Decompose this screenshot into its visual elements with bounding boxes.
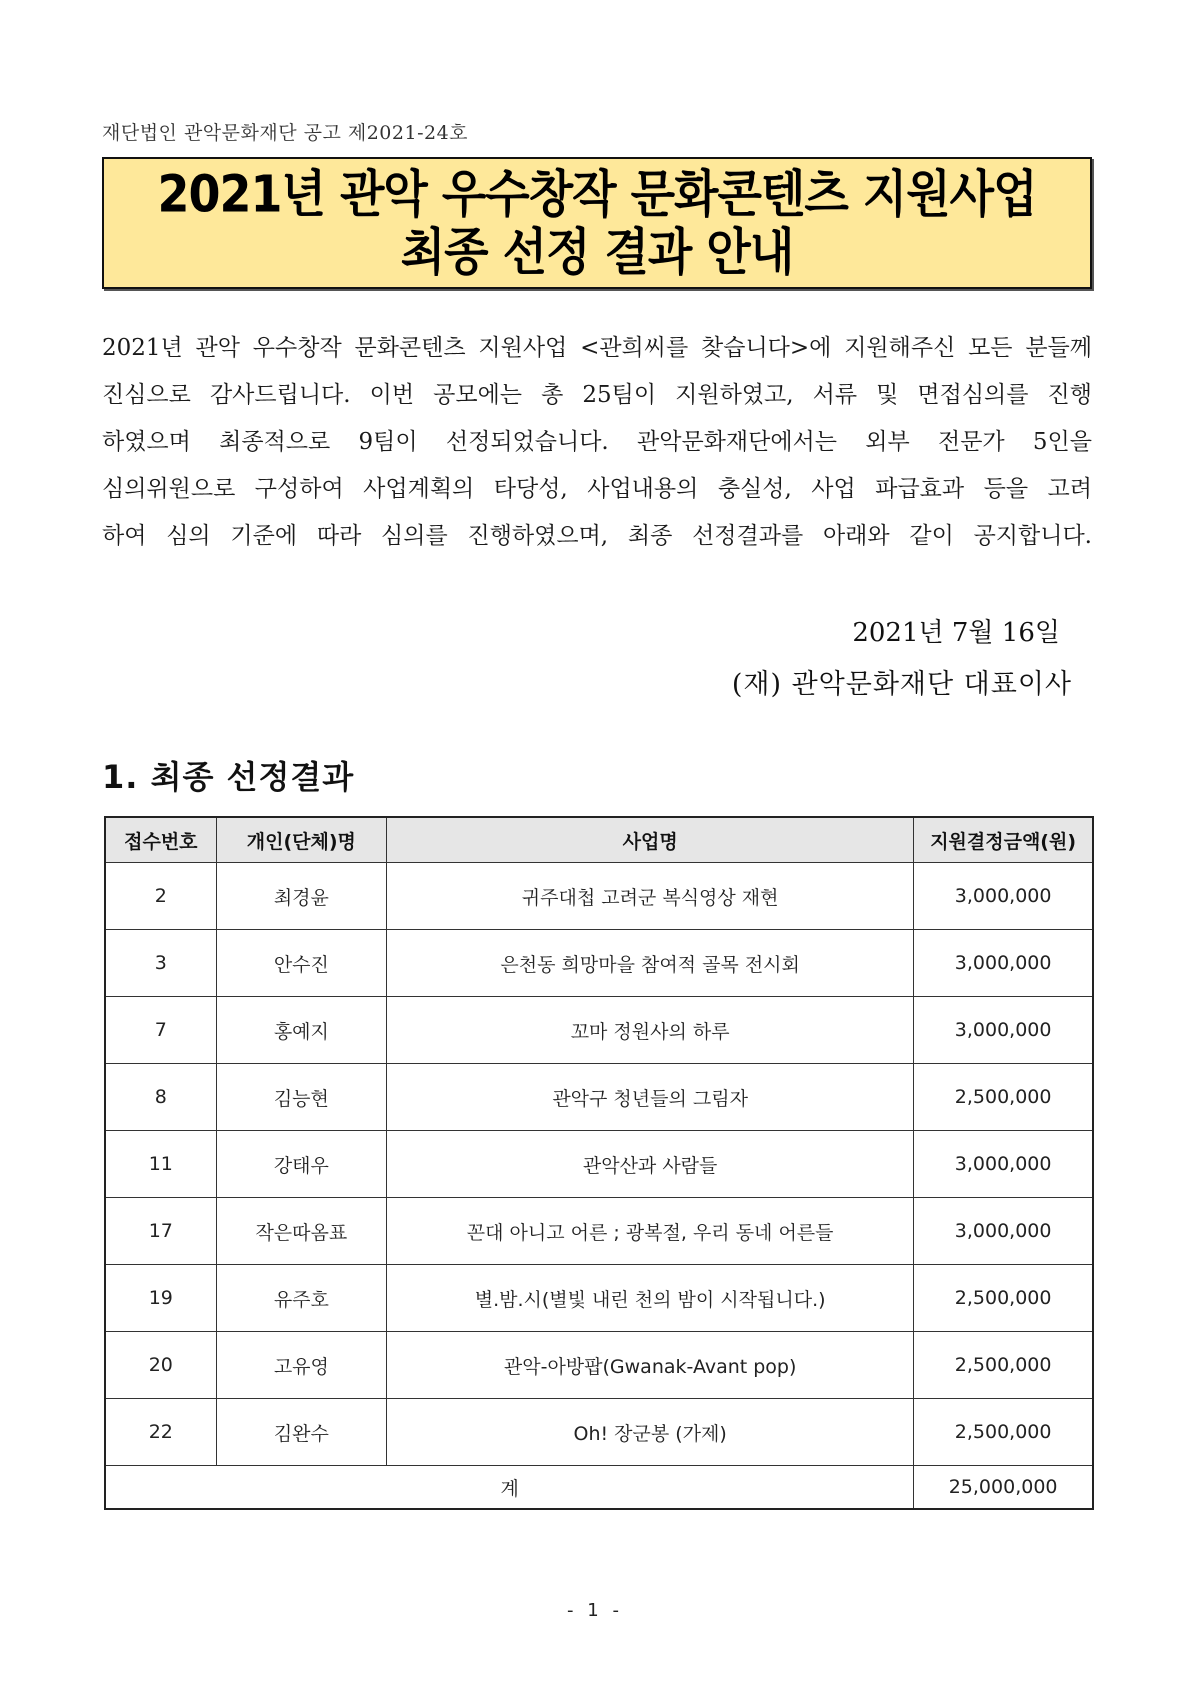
body-line: 하여 심의 기준에 따라 심의를 진행하였으며, 최종 선정결과를 아래와 같이 공지합니다. <box>102 523 1092 549</box>
cell-applicant-name: 김능현 <box>216 1064 386 1131</box>
page-number: - 1 - <box>567 1600 623 1621</box>
cell-project-name: Oh! 장군봉 (가제) <box>387 1399 914 1466</box>
table-row <box>105 1064 1093 1131</box>
table-row <box>105 1265 1093 1332</box>
cell-receipt-number: 7 <box>105 997 216 1064</box>
header-project-name: 사업명 <box>387 817 914 863</box>
cell-receipt-number: 20 <box>105 1332 216 1399</box>
cell-project-name: 별.밤.시(별빛 내린 천의 밤이 시작됩니다.) <box>387 1265 914 1332</box>
cell-applicant-name: 최경윤 <box>216 863 386 930</box>
body-line: 진심으로 감사드립니다. 이번 공모에는 총 25팀이 지원하였고, 서류 및 면접심의를 진행 <box>102 382 1092 408</box>
body-paragraph <box>102 325 1092 560</box>
cell-project-name: 관악-아방팝(Gwanak-Avant pop) <box>387 1332 914 1399</box>
cell-applicant-name: 작은따옴표 <box>216 1198 386 1265</box>
notice-date: 2021년 7월 16일 <box>852 618 1060 648</box>
cell-receipt-number: 22 <box>105 1399 216 1466</box>
cell-receipt-number: 2 <box>105 863 216 930</box>
cell-project-name: 관악산과 사람들 <box>387 1131 914 1198</box>
cell-applicant-name: 유주호 <box>216 1265 386 1332</box>
notice-number: 재단법인 관악문화재단 공고 제2021-24호 <box>102 122 469 144</box>
cell-project-name: 꼬마 정원사의 하루 <box>387 997 914 1064</box>
cell-receipt-number: 19 <box>105 1265 216 1332</box>
cell-receipt-number: 8 <box>105 1064 216 1131</box>
cell-project-name: 꼰대 아니고 어른 ; 광복절, 우리 동네 어른들 <box>387 1198 914 1265</box>
cell-receipt-number: 11 <box>105 1131 216 1198</box>
cell-applicant-name: 홍예지 <box>216 997 386 1064</box>
selection-results-table <box>104 816 1094 1510</box>
cell-support-amount: 2,500,000 <box>914 1332 1093 1399</box>
table-row <box>105 863 1093 930</box>
total-amount: 25,000,000 <box>914 1466 1093 1510</box>
cell-support-amount: 2,500,000 <box>914 1399 1093 1466</box>
cell-receipt-number: 17 <box>105 1198 216 1265</box>
cell-receipt-number: 3 <box>105 930 216 997</box>
table-row <box>105 1198 1093 1265</box>
cell-support-amount: 3,000,000 <box>914 930 1093 997</box>
body-line: 심의위원으로 구성하여 사업계획의 타당성, 사업내용의 충실성, 사업 파급효과 등을 고려 <box>102 476 1092 502</box>
section-heading: 1. 최종 선정결과 <box>102 758 355 796</box>
cell-support-amount: 2,500,000 <box>914 1265 1093 1332</box>
table-row <box>105 1399 1093 1466</box>
cell-support-amount: 2,500,000 <box>914 1064 1093 1131</box>
cell-applicant-name: 강태우 <box>216 1131 386 1198</box>
header-applicant-name: 개인(단체)명 <box>216 817 386 863</box>
cell-project-name: 관악구 청년들의 그림자 <box>387 1064 914 1131</box>
cell-applicant-name: 고유영 <box>216 1332 386 1399</box>
body-line: 하였으며 최종적으로 9팀이 선정되었습니다. 관악문화재단에서는 외부 전문가 5인을 <box>102 429 1092 455</box>
title-box <box>102 157 1092 289</box>
cell-project-name: 은천동 희망마을 참여적 골목 전시회 <box>387 930 914 997</box>
title-line-1: 2021년 관악 우수창작 문화콘텐츠 지원사업 <box>157 164 1037 224</box>
title-line-2: 최종 선정 결과 안내 <box>400 222 794 282</box>
header-support-amount: 지원결정금액(원) <box>914 817 1093 863</box>
cell-applicant-name: 김완수 <box>216 1399 386 1466</box>
cell-support-amount: 3,000,000 <box>914 997 1093 1064</box>
table-row <box>105 1131 1093 1198</box>
cell-support-amount: 3,000,000 <box>914 1131 1093 1198</box>
total-label: 계 <box>105 1466 914 1510</box>
cell-project-name: 귀주대첩 고려군 복식영상 재현 <box>387 863 914 930</box>
table-row <box>105 930 1093 997</box>
table-row <box>105 997 1093 1064</box>
cell-support-amount: 3,000,000 <box>914 1198 1093 1265</box>
table-row <box>105 1332 1093 1399</box>
cell-support-amount: 3,000,000 <box>914 863 1093 930</box>
signer: (재) 관악문화재단 대표이사 <box>731 669 1072 700</box>
body-line: 2021년 관악 우수창작 문화콘텐츠 지원사업 <관희씨를 찾습니다>에 지원해주신 모든 분들께 <box>102 335 1092 361</box>
header-receipt-number: 접수번호 <box>105 817 216 863</box>
table-total-row <box>105 1466 1093 1510</box>
cell-applicant-name: 안수진 <box>216 930 386 997</box>
table-header-row <box>105 817 1093 863</box>
